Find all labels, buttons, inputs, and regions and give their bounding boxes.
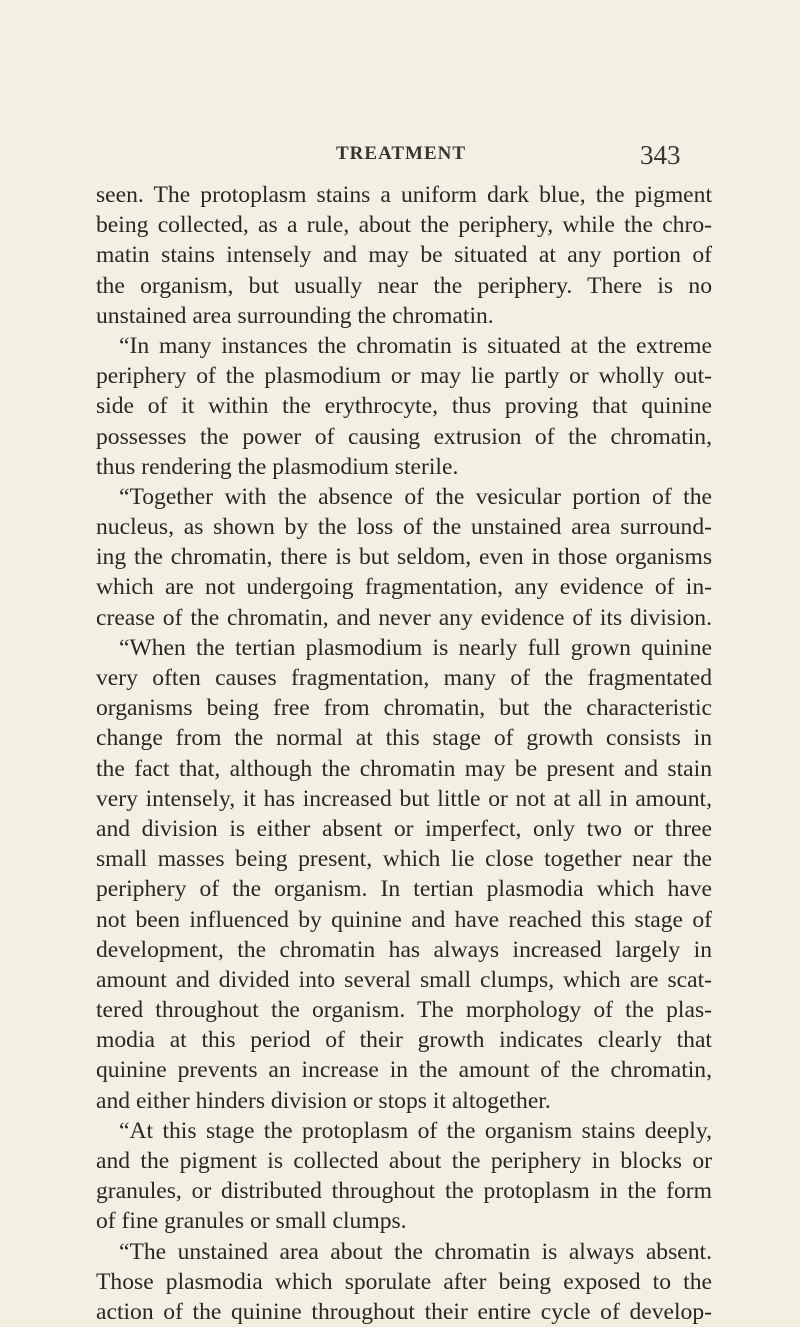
text-line: possesses the power of causing extrusion of the chromatin, (96, 423, 712, 450)
text-line: matin stains intensely and may be situated at any portion of (96, 242, 712, 269)
text-line: modia at this period of their growth indicates clearly that (96, 1027, 712, 1054)
text-line: and division is either absent or imperfect, only two or three (96, 815, 712, 842)
text-line: ing the chromatin, there is but seldom, even in those organisms (96, 544, 712, 571)
body-text (96, 180, 712, 1327)
text-line: tered throughout the organism. The morphology of the plas- (96, 997, 712, 1024)
text-line: small masses being present, which lie close together near the (96, 846, 712, 873)
text-line: side of it within the erythrocyte, thus proving that quinine (96, 393, 712, 420)
running-head: TREATMENT (336, 143, 467, 164)
text-line: periphery of the organism. In tertian plasmodia which have (96, 876, 712, 903)
text-line: “In many instances the chromatin is situated at the extreme (119, 332, 712, 359)
text-line: being collected, as a rule, about the periphery, while the chro- (96, 212, 712, 239)
text-line: granules, or distributed throughout the protoplasm in the form (96, 1178, 712, 1205)
text-line: very often causes fragmentation, many of the fragmentated (96, 665, 712, 691)
text-line: which are not undergoing fragmentation, any evidence of in- (96, 574, 712, 601)
text-line: development, the chromatin has always increased largely in (96, 936, 712, 963)
text-line: the organism, but usually near the periphery. There is no (96, 272, 712, 299)
text-line: crease of the chromatin, and never any evidence of its division. (96, 604, 712, 631)
text-line: quinine prevents an increase in the amount of the chromatin, (96, 1057, 712, 1084)
text-line: and the pigment is collected about the periphery in blocks or (96, 1148, 712, 1174)
text-line: of fine granules or small clumps. (96, 1208, 407, 1235)
text-line: nucleus, as shown by the loss of the unstained area surround- (96, 514, 712, 541)
text-line: “Together with the absence of the vesicular portion of the (119, 483, 712, 510)
text-line: “The unstained area about the chromatin is always absent. (119, 1238, 712, 1265)
text-line: amount and divided into several small clumps, which are scat- (96, 966, 712, 993)
text-line: and either hinders division or stops it altogether. (96, 1087, 551, 1114)
text-line: action of the quinine throughout their entire cycle of develop- (96, 1298, 712, 1325)
text-line: “At this stage the protoplasm of the organism stains deeply, (119, 1117, 712, 1144)
text-line: seen. The protoplasm stains a uniform dark blue, the pigment (96, 182, 712, 208)
text-line: periphery of the plasmodium or may lie partly or wholly out- (96, 363, 712, 390)
text-line: organisms being free from chromatin, but the characteristic (96, 695, 712, 722)
text-line: “When the tertian plasmodium is nearly full grown quinine (119, 634, 712, 661)
text-line: not been influenced by quinine and have reached this stage of (96, 906, 712, 933)
text-line: very intensely, it has increased but little or not at all in amount, (96, 785, 712, 812)
page-number: 343 (640, 140, 681, 170)
text-line: unstained area surrounding the chromatin. (96, 302, 494, 329)
text-line: thus rendering the plasmodium sterile. (96, 453, 459, 480)
text-line: change from the normal at this stage of growth consists in (96, 725, 712, 752)
text-line: the fact that, although the chromatin may be present and stain (96, 755, 712, 782)
text-line: Those plasmodia which sporulate after being exposed to the (96, 1268, 712, 1295)
